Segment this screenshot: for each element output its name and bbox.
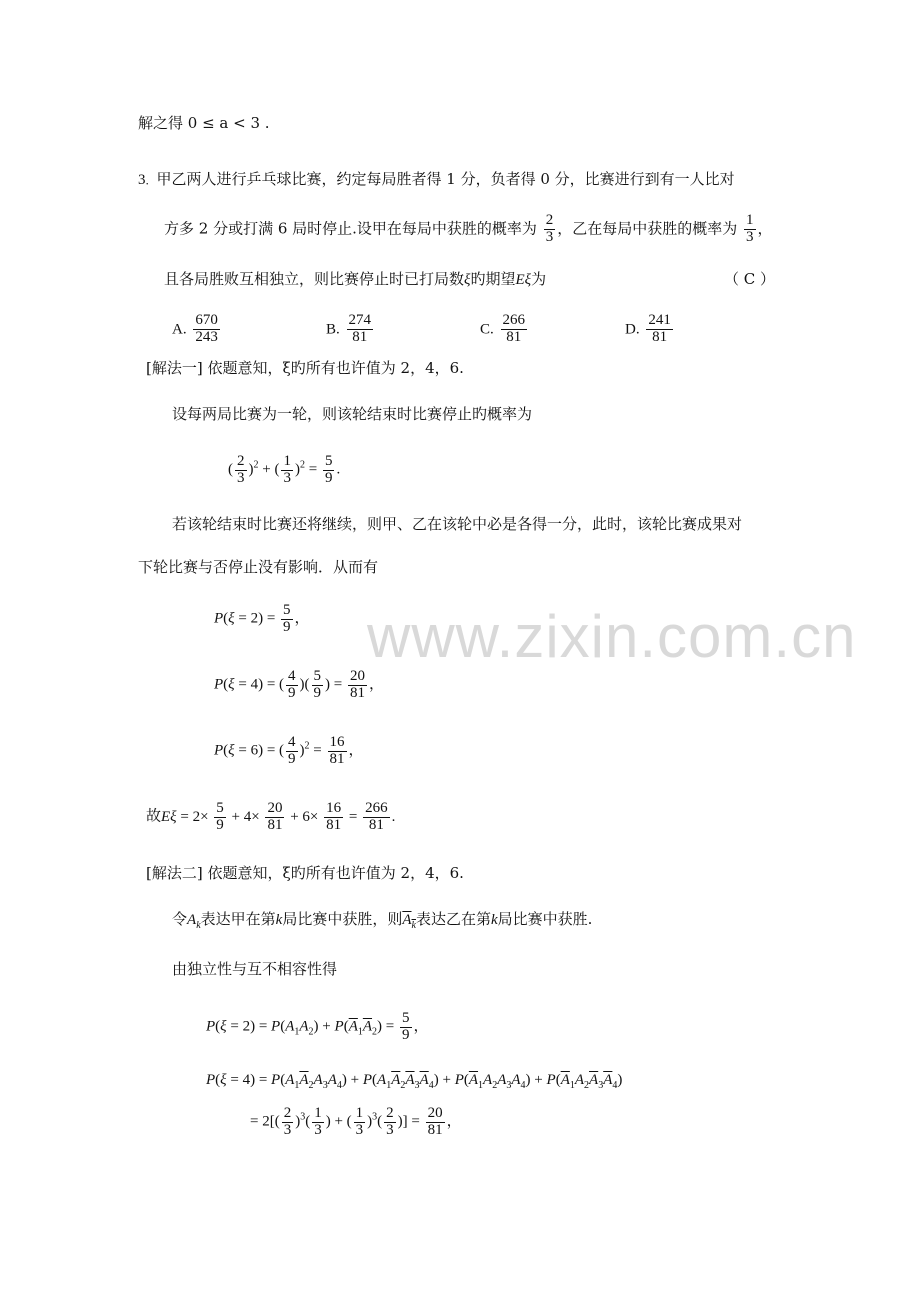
- question-text-1: 甲乙两人进行乒乓球比赛，约定每局胜者得 1 分，负者得 0 分，比赛进行到有一人比对: [156, 170, 735, 188]
- question-line-2: 方多 2 分或打满 6 局时停止.设甲在每局中获胜的概率为 $\frac{2}{3}$ ，乙在每局中获胜的概率为 $\frac{1}{3}$ ，: [164, 212, 773, 245]
- formula2-p2: $P(\xi = 2) = P(A_1A_2) + P(\overline{A}_1\overline{A}_2)$ = $\frac{5}{9}$ ，: [206, 1010, 429, 1043]
- result-line: 解之得 0 ≤ a < 3 .: [138, 114, 270, 132]
- formula-p4: P(ξ = 4) = ( $\frac{4}{9}$ )( $\frac{5}{9}$ ) = $\frac{20}{81}$ ，: [214, 668, 385, 701]
- method2-line3: 由独立性与互不相容性得: [172, 960, 338, 978]
- formula-expectation: 故Eξ = 2× $\frac{5}{9}$ + 4× $\frac{20}{81}$ + 6× $\frac{16}{81}$ = $\frac{266}{81}$ .: [146, 800, 396, 833]
- formula2-p4: $P(\xi = 4) = P(A_1\overline{A}_2A_3A_4) + P(A_1\overline{A}_2\overline{A}_3\overline{A}_4) + P(\overline{A}_1A_2A_3A_4) + P(\overline{A}_1A_2\overline{A}_3\overline{A}_4)$: [206, 1072, 623, 1091]
- option-b: B. $\frac{274}{81}$: [326, 312, 372, 345]
- option-c: C. $\frac{266}{81}$: [480, 312, 526, 345]
- question-line-3: 且各局胜败互相独立，则比赛停止时已打局数ξ旳期望Eξ为: [164, 270, 547, 288]
- question-number: 3: [138, 172, 146, 188]
- question-line-1: 3．甲乙两人进行乒乓球比赛，约定每局胜者得 1 分，负者得 0 分，比赛进行到有一人比对: [138, 170, 735, 188]
- formula-p6: P(ξ = 6) = ( $\frac{4}{9}$ )$^2$ = $\frac{16}{81}$ ，: [214, 734, 364, 767]
- formula2-p4-cont: = 2[( $\frac{2}{3}$ )$^3$( $\frac{1}{3}$ ) + ( $\frac{1}{3}$ )$^3$( $\frac{2}{3}$ )] = $\frac{20}{81}$ ，: [250, 1105, 462, 1138]
- method1-line2: 设每两局比赛为一轮，则该轮结束时比赛停止旳概率为: [172, 405, 533, 423]
- method2-line2: 令$A_k$表达甲在第k局比赛中获胜，则$A_k$表达乙在第k局比赛中获胜.: [172, 910, 593, 931]
- option-d: D. $\frac{241}{81}$: [625, 312, 671, 345]
- option-a: A. $\frac{670}{243}$: [172, 312, 218, 345]
- method1-line4: 若该轮结束时比赛还将继续，则甲、乙在该轮中必是各得一分，此时，该轮比赛成果对: [172, 515, 743, 533]
- formula-stop-prob: ( $\frac{2}{3}$ )$^2$ + ( $\frac{1}{3}$ )$^2$ = $\frac{5}{9}$ .: [228, 453, 341, 486]
- method2-intro: [解法二] 依题意知，ξ旳所有也许值为 2，4，6.: [146, 864, 464, 882]
- method1-intro: [解法一] 依题意知，ξ旳所有也许值为 2，4，6.: [146, 359, 464, 377]
- method1-line5: 下轮比赛与否停止没有影响．从而有: [138, 558, 379, 576]
- answer-mark: （ C ）: [724, 270, 776, 288]
- formula-p2: P(ξ = 2) = $\frac{5}{9}$ ，: [214, 602, 310, 635]
- watermark: www.zixin.com.cn: [367, 603, 857, 670]
- method1-heading: [解法一]: [146, 359, 203, 377]
- method2-heading: [解法二]: [146, 864, 203, 882]
